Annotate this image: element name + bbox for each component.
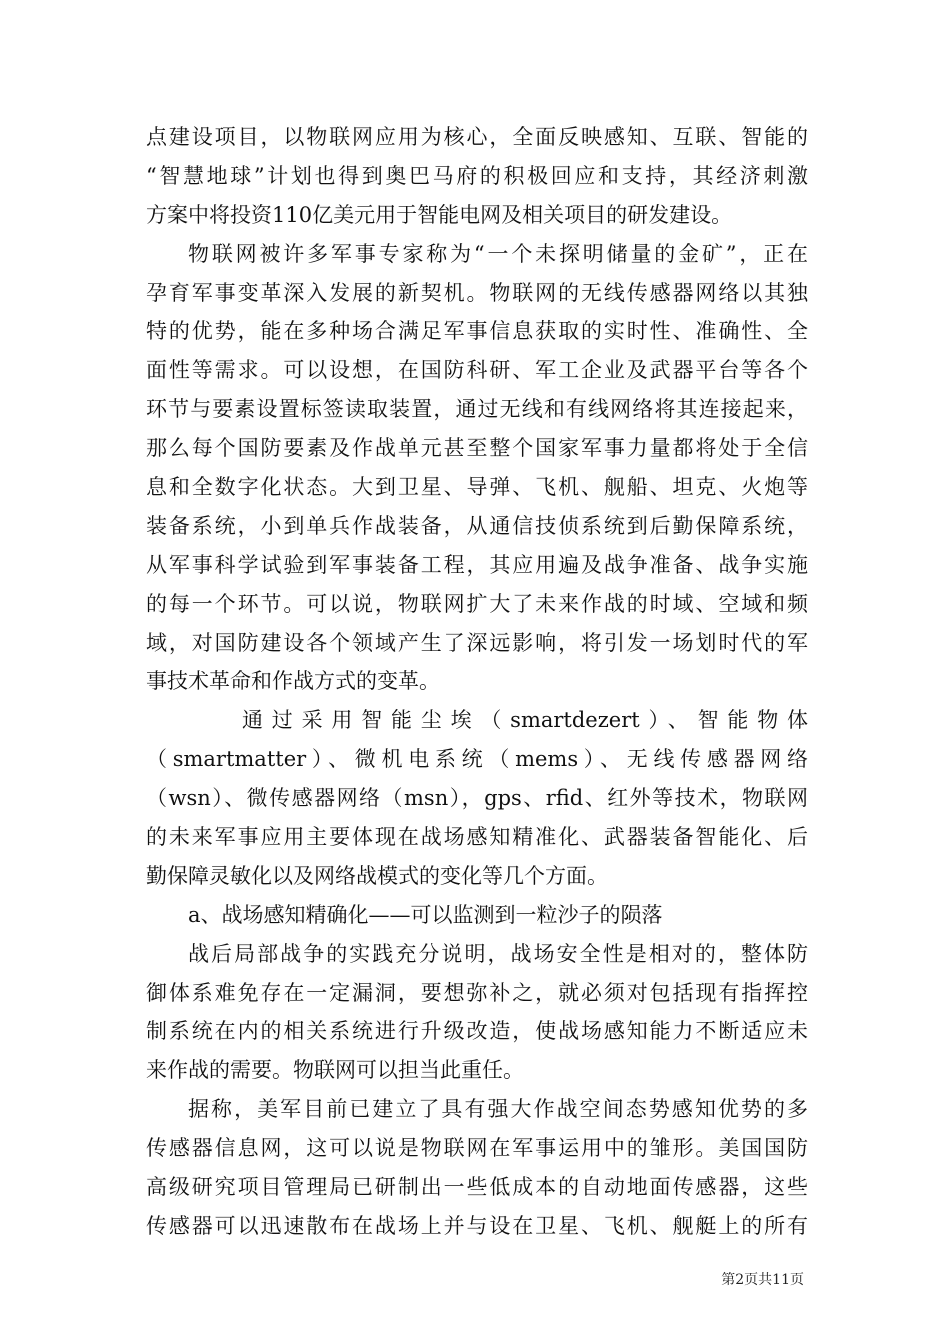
text-line: 来作战的需要。物联网可以担当此重任。 — [146, 1058, 524, 1083]
page-number: 第2页共11页 — [721, 1272, 804, 1288]
body-text — [146, 118, 808, 1246]
text-line: 勤保障灵敏化以及网络战模式的变化等几个方面。 — [146, 863, 608, 888]
section-heading: a、战场感知精确化——可以监测到一粒沙子的陨落 — [188, 902, 663, 927]
paragraph-start-line: 据称，美军目前已建立了具有强大作战空间态势感知优势的多 — [188, 1097, 808, 1122]
text-line: 的未来军事应用主要体现在战场感知精准化、武器装备智能化、后 — [146, 825, 808, 850]
text-line: 传感器可以迅速散布在战场上并与设在卫星、飞机、舰艇上的所有 — [146, 1213, 808, 1238]
text-line: 息和全数字化状态。大到卫星、导弹、飞机、舰船、坦克、火炮等 — [146, 475, 808, 500]
text-line: 方案中将投资110亿美元用于智能电网及相关项目的研发建设。 — [146, 202, 733, 227]
text-line: 御体系难免存在一定漏洞，要想弥补之，就必须对包括现有指挥控 — [146, 980, 808, 1005]
text-line: （wsn）、微传感器网络（msn），gps、rfid、红外等技术，物联网 — [146, 786, 808, 811]
text-line: （smartmatter）、微机电系统（mems）、无线传感器网络 — [146, 747, 808, 772]
text-line: 装备系统，小到单兵作战装备，从通信技侦系统到后勤保障系统， — [146, 513, 808, 538]
paragraph-start-line: 通过采用智能尘埃（smartdezert）、智能物体 — [242, 708, 808, 733]
text-line: 环节与要素设置标签读取装置，通过无线和有线网络将其连接起来， — [146, 397, 808, 422]
text-line: 的每一个环节。可以说，物联网扩大了未来作战的时域、空域和频 — [146, 591, 808, 616]
text-line: 面性等需求。可以设想，在国防科研、军工企业及武器平台等各个 — [146, 358, 808, 383]
text-line: 域，对国防建设各个领域产生了深远影响，将引发一场划时代的军 — [146, 630, 808, 655]
text-line: 传感器信息网，这可以说是物联网在军事运用中的雏形。美国国防 — [146, 1136, 808, 1161]
text-line: 那么每个国防要素及作战单元甚至整个国家军事力量都将处于全信 — [146, 436, 808, 461]
paragraph-start-line: 战后局部战争的实践充分说明，战场安全性是相对的，整体防 — [188, 941, 808, 966]
text-line: 制系统在内的相关系统进行升级改造，使战场感知能力不断适应未 — [146, 1019, 808, 1044]
text-line: 事技术革命和作战方式的变革。 — [146, 669, 440, 694]
text-line: 高级研究项目管理局已研制出一些低成本的自动地面传感器，这些 — [146, 1175, 808, 1200]
paragraph-start-line: 物联网被许多军事专家称为“一个未探明储量的金矿”，正在 — [188, 241, 808, 266]
text-line: 特的优势，能在多种场合满足军事信息获取的实时性、准确性、全 — [146, 319, 808, 344]
text-line: 从军事科学试验到军事装备工程，其应用遍及战争准备、战争实施 — [146, 552, 808, 577]
text-line: 孕育军事变革深入发展的新契机。物联网的无线传感器网络以其独 — [146, 280, 808, 305]
text-line: 点建设项目，以物联网应用为核心，全面反映感知、互联、智能的 — [146, 125, 808, 149]
text-line: “智慧地球”计划也得到奥巴马府的积极回应和支持，其经济刺激 — [146, 163, 808, 188]
